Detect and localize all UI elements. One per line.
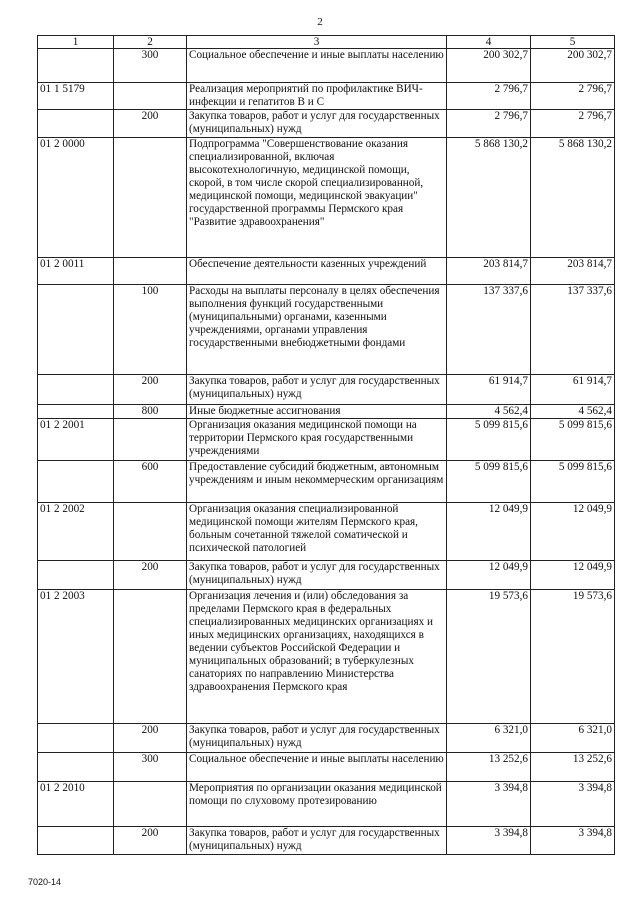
- table-row: [38, 724, 615, 753]
- row-amount-1-cell: 5 099 815,6: [447, 419, 531, 461]
- row-amount-2-cell: 6 321,0: [531, 724, 615, 753]
- row-amount-2-cell: 2 796,7: [531, 110, 615, 138]
- row-description-cell: Организация оказания специализированной медицинской помощи жителям Пермского края, больным сочетанной тяжелой соматической и психической патологией: [187, 503, 447, 561]
- header-col-1: 1: [38, 36, 114, 49]
- row-expense-type-cell: 600: [114, 461, 187, 503]
- row-code-cell: [38, 285, 114, 375]
- row-amount-1-cell: 3 394,8: [447, 782, 531, 827]
- row-amount-1-cell: 5 099 815,6: [447, 461, 531, 503]
- row-code-cell: 01 2 2003: [38, 590, 114, 724]
- row-expense-type-cell: [114, 782, 187, 827]
- row-amount-2-cell: 5 868 130,2: [531, 138, 615, 258]
- row-description-cell: Реализация мероприятий по профилактике ВИЧ-инфекции и гепатитов В и С: [187, 83, 447, 110]
- row-description-cell: Подпрограмма "Совершенствование оказания специализированной, включая высокотехнологичную, медицинской помощи, скорой, в том числе скорой специализированной, медицинской помощи, медицинской эвакуации" государственной программы Пермского края "Развитие здравоохранения": [187, 138, 447, 258]
- footer-code: 7020-14: [28, 877, 62, 887]
- table-row: [38, 375, 615, 405]
- table-row: [38, 419, 615, 461]
- row-amount-1-cell: 2 796,7: [447, 83, 531, 110]
- header-col-4: 4: [447, 36, 531, 49]
- row-code-cell: [38, 827, 114, 855]
- row-amount-2-cell: 137 337,6: [531, 285, 615, 375]
- row-code-cell: [38, 405, 114, 419]
- row-expense-type-cell: [114, 258, 187, 285]
- row-description-cell: Социальное обеспечение и иные выплаты населению: [187, 753, 447, 782]
- row-code-cell: [38, 724, 114, 753]
- page-number: 2: [317, 16, 323, 28]
- row-code-cell: 01 2 2010: [38, 782, 114, 827]
- row-expense-type-cell: [114, 83, 187, 110]
- row-amount-2-cell: 3 394,8: [531, 827, 615, 855]
- row-expense-type-cell: 800: [114, 405, 187, 419]
- row-amount-1-cell: 6 321,0: [447, 724, 531, 753]
- table-row: [38, 49, 615, 83]
- row-amount-2-cell: 200 302,7: [531, 49, 615, 83]
- row-amount-1-cell: 12 049,9: [447, 561, 531, 590]
- table-row: [38, 753, 615, 782]
- row-expense-type-cell: 300: [114, 753, 187, 782]
- row-amount-2-cell: 2 796,7: [531, 83, 615, 110]
- row-amount-2-cell: 4 562,4: [531, 405, 615, 419]
- row-amount-1-cell: 5 868 130,2: [447, 138, 531, 258]
- row-amount-1-cell: 13 252,6: [447, 753, 531, 782]
- table-row: [38, 110, 615, 138]
- table-row: [38, 827, 615, 855]
- row-expense-type-cell: 200: [114, 827, 187, 855]
- row-amount-1-cell: 12 049,9: [447, 503, 531, 561]
- row-description-cell: Предоставление субсидий бюджетным, автономным учреждениям и иным некоммерческим организациям: [187, 461, 447, 503]
- row-amount-1-cell: 200 302,7: [447, 49, 531, 83]
- row-expense-type-cell: 200: [114, 561, 187, 590]
- row-code-cell: [38, 49, 114, 83]
- header-col-5: 5: [531, 36, 615, 49]
- table-row: [38, 405, 615, 419]
- header-col-3: 3: [187, 36, 447, 49]
- row-code-cell: 01 2 0011: [38, 258, 114, 285]
- row-amount-1-cell: 3 394,8: [447, 827, 531, 855]
- table-row: [38, 258, 615, 285]
- row-expense-type-cell: [114, 503, 187, 561]
- row-expense-type-cell: 200: [114, 375, 187, 405]
- row-code-cell: [38, 461, 114, 503]
- row-amount-1-cell: 4 562,4: [447, 405, 531, 419]
- row-amount-2-cell: 203 814,7: [531, 258, 615, 285]
- row-amount-2-cell: 5 099 815,6: [531, 461, 615, 503]
- row-expense-type-cell: 200: [114, 724, 187, 753]
- table-row: [38, 461, 615, 503]
- row-code-cell: 01 1 5179: [38, 83, 114, 110]
- row-description-cell: Закупка товаров, работ и услуг для государственных (муниципальных) нужд: [187, 561, 447, 590]
- row-amount-2-cell: 19 573,6: [531, 590, 615, 724]
- row-expense-type-cell: 200: [114, 110, 187, 138]
- row-description-cell: Организация лечения и (или) обследования за пределами Пермского края в федеральных специализированных медицинских организациях и иных медицинских организациях, находящихся в ведении субъектов Российской Федерации и муниципальных образований; в туберкулезных санаториях по направлению Министерства здравоохранения Пермского края: [187, 590, 447, 724]
- table-row: [38, 285, 615, 375]
- table-row: [38, 138, 615, 258]
- row-amount-2-cell: 3 394,8: [531, 782, 615, 827]
- table-row: [38, 83, 615, 110]
- row-amount-1-cell: 137 337,6: [447, 285, 531, 375]
- row-code-cell: [38, 561, 114, 590]
- budget-table: [37, 35, 615, 855]
- row-amount-2-cell: 13 252,6: [531, 753, 615, 782]
- table-row: [38, 782, 615, 827]
- row-description-cell: Социальное обеспечение и иные выплаты населению: [187, 49, 447, 83]
- row-expense-type-cell: [114, 138, 187, 258]
- table-row: [38, 561, 615, 590]
- row-code-cell: [38, 375, 114, 405]
- row-amount-1-cell: 203 814,7: [447, 258, 531, 285]
- table-header-row: [38, 36, 615, 49]
- row-amount-1-cell: 19 573,6: [447, 590, 531, 724]
- row-amount-2-cell: 12 049,9: [531, 561, 615, 590]
- row-description-cell: Закупка товаров, работ и услуг для государственных (муниципальных) нужд: [187, 724, 447, 753]
- row-description-cell: Мероприятия по организации оказания медицинской помощи по слуховому протезированию: [187, 782, 447, 827]
- row-expense-type-cell: 300: [114, 49, 187, 83]
- row-description-cell: Закупка товаров, работ и услуг для государственных (муниципальных) нужд: [187, 827, 447, 855]
- row-expense-type-cell: 100: [114, 285, 187, 375]
- row-description-cell: Обеспечение деятельности казенных учреждений: [187, 258, 447, 285]
- row-description-cell: Иные бюджетные ассигнования: [187, 405, 447, 419]
- row-code-cell: 01 2 2001: [38, 419, 114, 461]
- row-code-cell: 01 2 2002: [38, 503, 114, 561]
- row-description-cell: Закупка товаров, работ и услуг для государственных (муниципальных) нужд: [187, 375, 447, 405]
- row-code-cell: [38, 753, 114, 782]
- row-description-cell: Расходы на выплаты персоналу в целях обеспечения выполнения функций государственными (муниципальными) органами, казенными учреждениями, органами управления государственными внебюджетными фондами: [187, 285, 447, 375]
- row-amount-2-cell: 12 049,9: [531, 503, 615, 561]
- row-description-cell: Организация оказания медицинской помощи на территории Пермского края государственными учреждениями: [187, 419, 447, 461]
- row-description-cell: Закупка товаров, работ и услуг для государственных (муниципальных) нужд: [187, 110, 447, 138]
- row-amount-1-cell: 2 796,7: [447, 110, 531, 138]
- row-code-cell: [38, 110, 114, 138]
- row-code-cell: 01 2 0000: [38, 138, 114, 258]
- row-amount-1-cell: 61 914,7: [447, 375, 531, 405]
- table-row: [38, 503, 615, 561]
- table-row: [38, 590, 615, 724]
- row-expense-type-cell: [114, 590, 187, 724]
- header-col-2: 2: [114, 36, 187, 49]
- row-expense-type-cell: [114, 419, 187, 461]
- row-amount-2-cell: 61 914,7: [531, 375, 615, 405]
- row-amount-2-cell: 5 099 815,6: [531, 419, 615, 461]
